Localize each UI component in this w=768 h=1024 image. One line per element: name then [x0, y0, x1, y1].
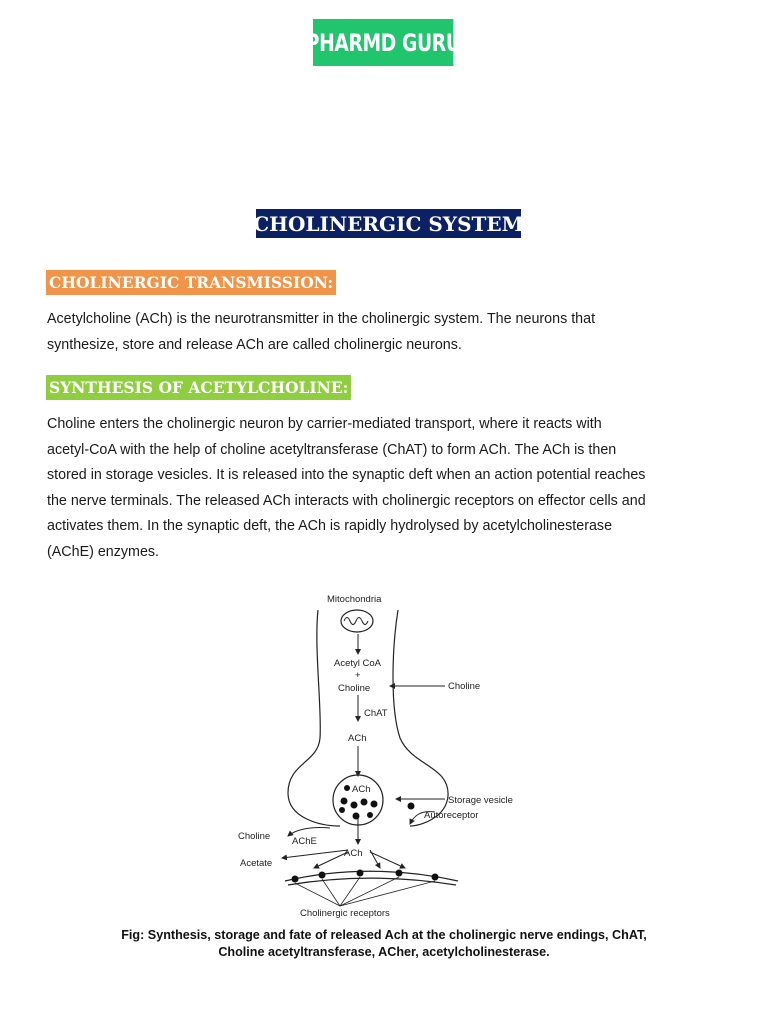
text-line: stored in storage vesicles. It is released into the synaptic deft when an action potential reaches: [47, 467, 646, 483]
caption-line: Choline acetyltransferase, ACher, acetylcholinesterase.: [218, 945, 550, 959]
label-cholinergic-receptors: Cholinergic receptors: [300, 908, 390, 918]
figure-caption: [40, 927, 728, 961]
paragraph-synthesis: [47, 412, 727, 565]
label-ach-cleft: ACh: [344, 848, 363, 859]
label-plus: +: [355, 670, 361, 681]
label-choline-inner: Choline: [338, 683, 371, 694]
label-choline-left: Choline: [238, 831, 271, 842]
label-choline-outer: Choline: [448, 681, 481, 692]
text-line: Acetylcholine (ACh) is the neurotransmitter in the cholinergic system. The neurons that: [47, 311, 596, 327]
text-line: synthesize, store and release ACh are called cholinergic neurons.: [47, 336, 462, 353]
neuron-membrane-right: [393, 610, 448, 826]
mitochondrion-icon: [341, 610, 373, 632]
paragraph-transmission: [47, 307, 727, 358]
caption-line: Fig: Synthesis, storage and fate of released Ach at the cholinergic nerve endings, ChAT,: [121, 928, 647, 942]
section-heading-transmission: CHOLINERGIC TRANSMISSION:: [46, 270, 336, 295]
label-chat: ChAT: [364, 708, 388, 719]
label-storage-vesicle: Storage vesicle: [448, 795, 513, 806]
text-line: Choline enters the cholinergic neuron by carrier-mediated transport, where it reacts with: [47, 416, 602, 432]
brand-logo-text: PHARMD GURU: [305, 28, 461, 57]
label-ach-mid: ACh: [348, 733, 367, 744]
label-autoreceptor: Autoreceptor: [424, 810, 479, 821]
autoreceptor-icon: [408, 803, 415, 810]
label-acetate: Acetate: [240, 858, 273, 869]
text-line: the nerve terminals. The released ACh interacts with cholinergic receptors on effector cells and: [47, 492, 646, 509]
section-heading-synthesis: SYNTHESIS OF ACETYLCHOLINE:: [46, 375, 351, 400]
label-acetyl-coa: Acetyl CoA: [334, 658, 381, 669]
text-line: (AChE) enzymes.: [47, 543, 160, 560]
label-ache: AChE: [292, 836, 317, 847]
label-mitochondria: Mitochondria: [327, 594, 382, 605]
page-title: CHOLINERGIC SYSTEM: [256, 209, 521, 238]
text-line: acetyl-CoA with the help of choline acetyltransferase (ChAT) to form ACh. The ACh is then: [47, 441, 617, 458]
cholinergic-synapse-diagram: [230, 588, 530, 918]
label-ach-vesicle: ACh: [352, 784, 371, 795]
brand-logo: [305, 19, 461, 66]
neuron-membrane-left: [288, 610, 340, 826]
text-line: activates them. In the synaptic deft, the ACh is rapidly hydrolysed by acetylcholinesterase: [47, 518, 613, 534]
